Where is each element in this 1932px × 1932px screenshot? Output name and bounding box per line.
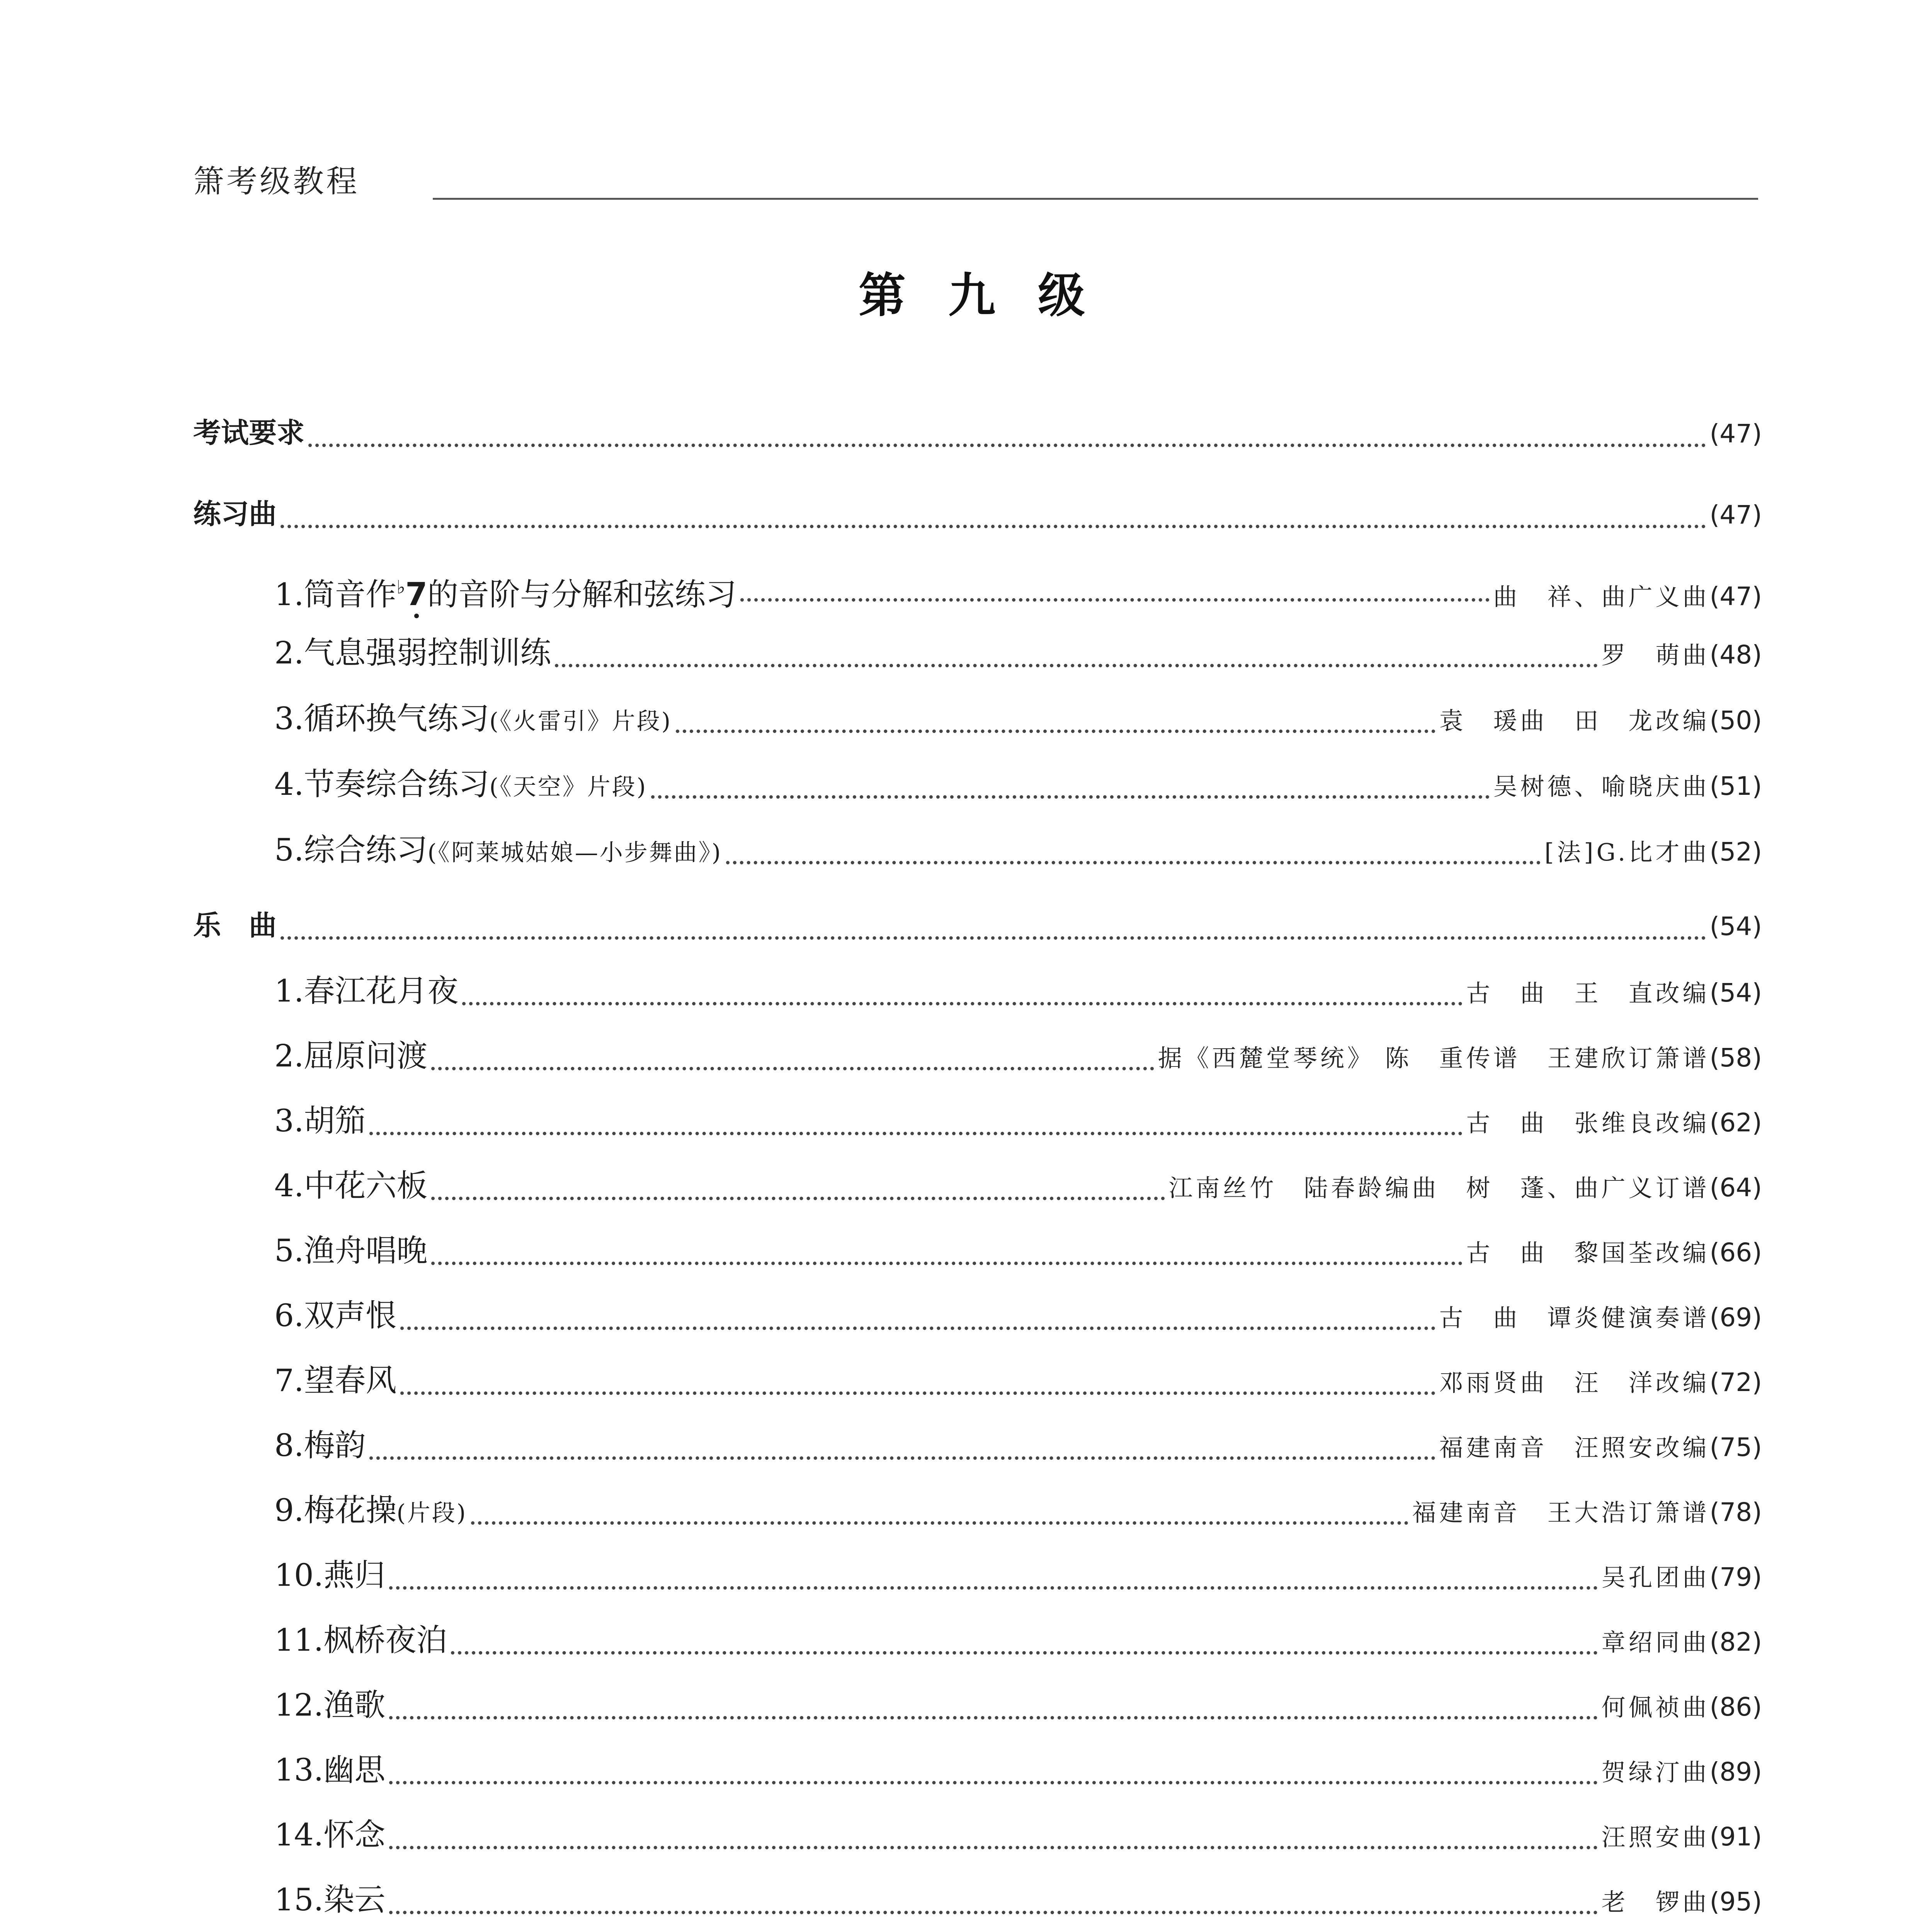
flat-sign: ♭ xyxy=(396,577,405,598)
entry-composer: 曲 祥、曲广义曲 xyxy=(1493,583,1710,611)
entry-title: 8.梅韵 xyxy=(274,1427,366,1463)
leader-dots xyxy=(400,1313,1435,1330)
entry-title: 6.双声恨 xyxy=(274,1298,397,1333)
leader-dots xyxy=(462,988,1462,1005)
leader-dots xyxy=(676,716,1435,733)
entry-title: 4.节奏综合练习(《天空》片段) xyxy=(274,766,648,802)
toc-section-exam[interactable] xyxy=(193,408,1762,458)
toc-entry[interactable] xyxy=(274,759,1762,810)
entry-title: 9.梅花操(片段) xyxy=(274,1492,468,1528)
entry-composer: 古 曲 黎国荃改编 xyxy=(1466,1239,1710,1267)
page-number: (78) xyxy=(1709,1497,1762,1527)
entry-composer: 据《西麓堂琴统》 陈 重传谱 王建欣订箫谱 xyxy=(1158,1044,1710,1072)
entry-composer: 贺绿汀曲 xyxy=(1601,1758,1710,1786)
entry-composer: 袁 瑗曲 田 龙改编 xyxy=(1439,707,1710,735)
entry-composer: 古 曲 张维良改编 xyxy=(1466,1109,1710,1137)
leader-dots xyxy=(555,650,1597,667)
leader-dots xyxy=(651,781,1489,799)
entry-composer: 江南丝竹 陆春龄编曲 树 蓬、曲广义订谱 xyxy=(1168,1174,1710,1202)
entry-title: 5.综合练习(《阿莱城姑娘—小步舞曲》) xyxy=(274,832,723,868)
toc-section-etudes[interactable] xyxy=(193,489,1762,539)
leader-dots xyxy=(281,922,1706,940)
entry-title: 5.渔舟唱晚 xyxy=(274,1233,428,1269)
entry-title: 1.春江花月夜 xyxy=(274,973,459,1009)
page-number: (72) xyxy=(1709,1367,1762,1397)
leader-dots xyxy=(431,1183,1165,1200)
toc-section-label: 考试要求 xyxy=(193,417,305,449)
toc-entry[interactable] xyxy=(274,1031,1762,1081)
page-number: (95) xyxy=(1709,1887,1762,1917)
page-number: (54) xyxy=(1709,978,1762,1008)
entry-title: 2.气息强弱控制训练 xyxy=(274,635,551,671)
page-number: (50) xyxy=(1709,706,1762,735)
page-number: (89) xyxy=(1709,1757,1762,1787)
leader-dots xyxy=(740,584,1489,602)
toc-entry[interactable] xyxy=(274,694,1762,744)
toc-entry[interactable] xyxy=(274,1420,1762,1471)
toc-section-label: 乐 曲 xyxy=(193,909,277,942)
toc-entry[interactable] xyxy=(274,1291,1762,1341)
entry-title: 11.枫桥夜泊 xyxy=(274,1622,447,1658)
level9-title: 第九级 xyxy=(859,268,1128,323)
entry-note: (《阿莱城姑娘—小步舞曲》) xyxy=(427,839,723,866)
entry-composer: 吴孔团曲 xyxy=(1601,1563,1710,1592)
toc-entry[interactable] xyxy=(274,1875,1762,1925)
entry-title: 3.胡笳 xyxy=(274,1103,366,1139)
toc-section-label: 练习曲 xyxy=(193,498,277,530)
entry-title: 14.怀念 xyxy=(274,1817,386,1853)
page-number: (69) xyxy=(1709,1303,1762,1332)
leader-dots xyxy=(369,1442,1435,1460)
toc-entry[interactable] xyxy=(274,1615,1762,1665)
page-number: (86) xyxy=(1709,1692,1762,1722)
entry-composer: 罗 萌曲 xyxy=(1601,641,1710,669)
toc-entry[interactable] xyxy=(274,1745,1762,1795)
header-rule xyxy=(433,198,1758,200)
entry-composer: 汪照安曲 xyxy=(1601,1823,1710,1851)
page-number: (47) xyxy=(1709,582,1762,611)
toc-entry[interactable] xyxy=(274,1680,1762,1730)
leader-dots xyxy=(369,1118,1462,1135)
running-header xyxy=(193,162,1758,205)
leader-dots xyxy=(431,1248,1462,1265)
entry-composer: 老 锣曲 xyxy=(1601,1888,1710,1916)
toc-entry[interactable] xyxy=(274,1485,1762,1536)
entry-composer: 吴树德、喻晓庆曲 xyxy=(1493,772,1710,801)
page-number: (66) xyxy=(1709,1238,1762,1267)
page-number: (64) xyxy=(1709,1173,1762,1202)
entry-note: (片段) xyxy=(396,1500,468,1527)
toc-entry[interactable] xyxy=(274,1550,1762,1600)
entry-title: 13.幽思 xyxy=(274,1752,386,1788)
entry-title: 4.中花六板 xyxy=(274,1168,428,1204)
entry-title: 15.染云 xyxy=(274,1882,386,1918)
leader-dots xyxy=(389,1832,1597,1849)
page-number: (79) xyxy=(1709,1562,1762,1592)
toc-section-pieces[interactable] xyxy=(193,900,1762,951)
book-title: 箫考级教程 xyxy=(193,163,359,199)
leader-dots xyxy=(389,1702,1597,1719)
toc-entry[interactable] xyxy=(274,1096,1762,1146)
page-number: (52) xyxy=(1709,837,1762,867)
leader-dots xyxy=(451,1637,1597,1655)
entry-title: 2.屈原问渡 xyxy=(274,1038,428,1074)
page-number: (54) xyxy=(1709,912,1762,941)
toc-entry[interactable] xyxy=(274,1810,1762,1860)
entry-composer: 福建南音 王大浩订箫谱 xyxy=(1412,1498,1710,1527)
toc-entry[interactable] xyxy=(274,1355,1762,1406)
toc-entry[interactable] xyxy=(274,966,1762,1016)
toc-entry[interactable] xyxy=(274,1226,1762,1276)
entry-composer: 邓雨贤曲 汪 洋改编 xyxy=(1439,1369,1710,1397)
page-number: (47) xyxy=(1709,500,1762,530)
page-number: (58) xyxy=(1709,1043,1762,1073)
page-number: (82) xyxy=(1709,1627,1762,1657)
page-number: (62) xyxy=(1709,1108,1762,1138)
leader-dots xyxy=(726,847,1541,864)
entry-title: 1.筒音作♭7的音阶与分解和弦练习 xyxy=(274,576,737,613)
page-number: (47) xyxy=(1709,419,1762,449)
page-number: (75) xyxy=(1709,1432,1762,1462)
low-seven-note: 7 xyxy=(405,576,428,613)
entry-title: 12.渔歌 xyxy=(274,1687,386,1723)
entry-composer: 古 曲 王 直改编 xyxy=(1466,979,1710,1007)
leader-dots xyxy=(308,430,1706,447)
leader-dots xyxy=(389,1897,1597,1914)
entry-note: (《火雷引》片段) xyxy=(489,708,672,735)
toc-entry[interactable] xyxy=(274,825,1762,875)
leader-dots xyxy=(281,511,1706,528)
entry-composer: 何佩祯曲 xyxy=(1601,1693,1710,1721)
entry-title: 7.望春风 xyxy=(274,1362,397,1398)
leader-dots xyxy=(389,1767,1597,1784)
page-number: (48) xyxy=(1709,640,1762,670)
entry-composer: [法]G.比才曲 xyxy=(1544,838,1710,866)
toc-entry[interactable] xyxy=(274,1161,1762,1211)
leader-dots xyxy=(471,1507,1408,1525)
leader-dots xyxy=(389,1572,1597,1590)
entry-composer: 古 曲 谭炎健演奏谱 xyxy=(1439,1304,1710,1332)
toc-entry[interactable] xyxy=(274,562,1762,612)
entry-composer: 福建南音 汪照安改编 xyxy=(1439,1434,1710,1462)
toc-entry[interactable] xyxy=(274,628,1762,678)
page-number: (51) xyxy=(1709,771,1762,801)
leader-dots xyxy=(400,1378,1435,1395)
entry-title: 3.循环换气练习(《火雷引》片段) xyxy=(274,701,672,736)
page-number: (91) xyxy=(1709,1822,1762,1852)
leader-dots xyxy=(431,1053,1154,1070)
entry-note: (《天空》片段) xyxy=(489,774,648,801)
entry-composer: 章绍同曲 xyxy=(1601,1628,1710,1656)
entry-title: 10.燕归 xyxy=(274,1557,386,1593)
